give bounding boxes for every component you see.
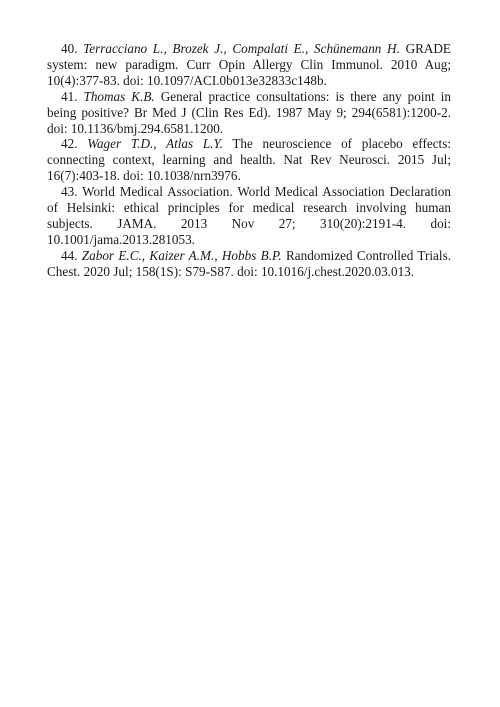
reference-number: 40. [61, 41, 78, 56]
reference-item [47, 184, 451, 248]
reference-number: 42. [61, 136, 78, 152]
reference-item [47, 89, 451, 137]
reference-number: 43. [61, 184, 78, 200]
reference-list [47, 41, 451, 280]
reference-text: General practice consultations: is there any point in being positive? Br Med J (Clin Res Ed). 1987 May 9; 294(6581):1200-2. doi: 10.1136/bmj.294.6581.1200. [47, 88, 452, 136]
reference-item [47, 248, 451, 280]
reference-item [47, 41, 451, 89]
reference-authors: Terracciano L., Brozek J., Compalati E., Schünemann H. [83, 41, 400, 56]
reference-item [47, 136, 451, 184]
reference-text: World Medical Association. World Medical Association Declaration of Helsinki: ethical principles for medical research involving human subjects. JAMA. 2013 Nov 27; 310(20):2191-4. doi: 10.1001/jama.2013.281053. [47, 184, 451, 247]
reference-number: 41. [61, 88, 78, 104]
reference-authors: Zabor E.C., Kaizer A.M., Hobbs B.P. [81, 247, 282, 263]
reference-text: The neuroscience of placebo effects: connecting context, learning and health. Nat Rev Neurosci. 2015 Jul; 16(7):403-18. doi: 10.1038/nrn3976. [47, 136, 452, 184]
reference-authors: Wager T.D., Atlas L.Y. [87, 136, 223, 152]
reference-authors: Thomas K.B. [83, 88, 155, 104]
reference-text: GRADE system: new paradigm. Curr Opin Allergy Clin Immunol. 2010 Aug; 10(4):377-83. doi: 10.1097/ACI.0b013e32833c148b. [47, 41, 451, 88]
reference-number: 44. [61, 247, 78, 263]
reference-text: Randomized Controlled Trials. Chest. 2020 Jul; 158(1S): S79-S87. doi: 10.1016/j.chest.2020.03.013. [47, 247, 452, 279]
